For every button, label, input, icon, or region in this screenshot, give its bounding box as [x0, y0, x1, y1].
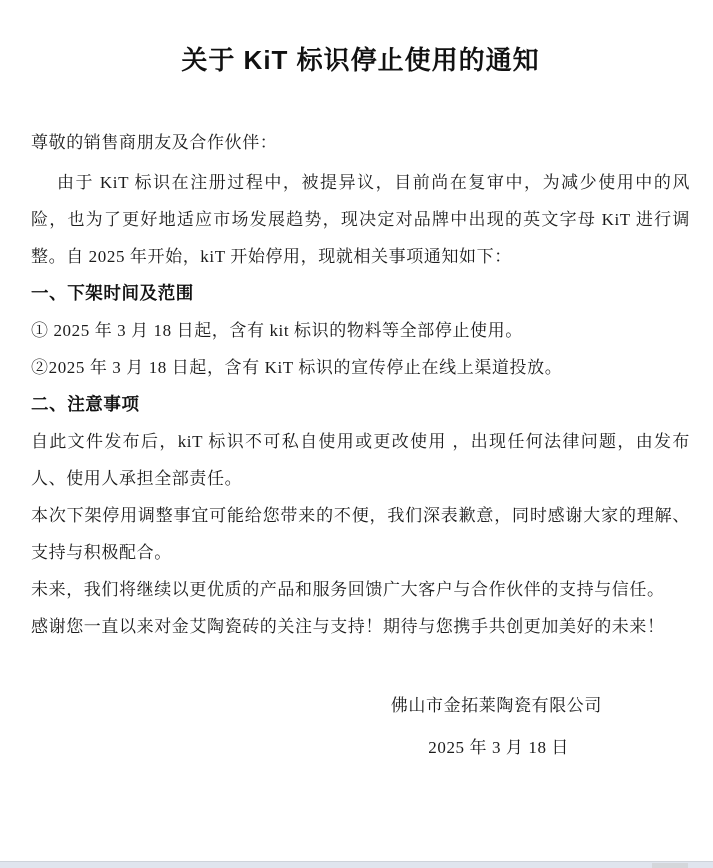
intro-paragraph: 由于 KiT 标识在注册过程中，被提异议，目前尚在复审中，为减少使用中的风险，也为了更好地适应市场发展趋势，现决定对品牌中出现的英文字母 KiT 进行调整。自 2025 年开始，kiT 开始停用，现就相关事项通知如下： [31, 173, 690, 266]
signature-date: 2025 年 3 月 18 日 [428, 738, 569, 757]
document-title: 关于 KiT 标识停止使用的通知 [181, 45, 540, 75]
signature-block [31, 685, 690, 769]
signature-company-name: 佛山市金拓莱陶瓷有限公司 [390, 696, 602, 715]
window-bottom-edge [0, 861, 713, 868]
section2-heading: 二、注意事项 [31, 394, 140, 414]
section1-heading: 一、下架时间及范围 [31, 283, 194, 303]
greeting-line: 尊敬的销售商朋友及合作伙伴： [31, 133, 278, 152]
section1-item-2: ②2025 年 3 月 18 日起，含有 KiT 标识的宣传停止在线上渠道投放。 [31, 358, 563, 377]
section2-paragraph-2: 本次下架停用调整事宜可能给您带来的不便，我们深表歉意，同时感谢大家的理解、支持与积极配合。 [31, 506, 690, 562]
section2-paragraph-3: 未来，我们将继续以更优质的产品和服务回馈广大客户与合作伙伴的支持与信任。 [31, 580, 665, 599]
section2-paragraph-1: 自此文件发布后，kiT 标识不可私自使用或更改使用 ，出现任何法律问题，由发布人、使用人承担全部责任。 [31, 432, 690, 488]
section2-paragraph-4: 感谢您一直以来对金艾陶瓷砖的关注与支持！期待与您携手共创更加美好的未来！ [31, 617, 665, 636]
taskbar-fragment [652, 863, 688, 868]
section1-item-1: ① 2025 年 3 月 18 日起，含有 kit 标识的物料等全部停止使用。 [31, 321, 523, 340]
